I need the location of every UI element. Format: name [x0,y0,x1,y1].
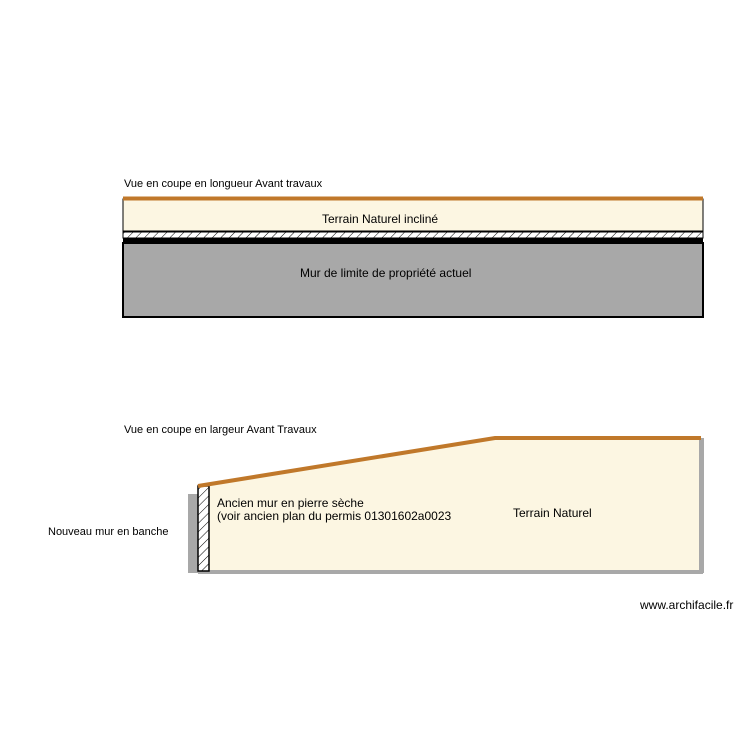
boundary-wall-label: Mur de limite de propriété actuel [300,266,472,280]
new-wall-label: Nouveau mur en banche [48,526,169,538]
terrain-naturel-label: Terrain Naturel [513,506,592,520]
watermark-link[interactable]: www.archifacile.fr [640,598,734,612]
old-wall-hatched-strip [123,232,703,238]
boundary-wall-body [123,243,703,317]
section-long-title: Vue en coupe en longueur Avant travaux [124,178,323,190]
new-wall-gray-edge [188,494,198,573]
old-wall-label-line1: Ancien mur en pierre sèche [217,496,364,510]
section-wide-title: Vue en coupe en largeur Avant Travaux [124,424,317,436]
bottom-gray-edge [198,570,703,574]
old-wall-label-line2: (voir ancien plan du permis 01301602a0023 [217,509,452,523]
old-wall-label [217,497,451,523]
right-gray-edge [699,438,704,573]
old-stone-wall-hatched [198,486,209,571]
terrain-incline-label: Terrain Naturel incliné [322,212,439,226]
